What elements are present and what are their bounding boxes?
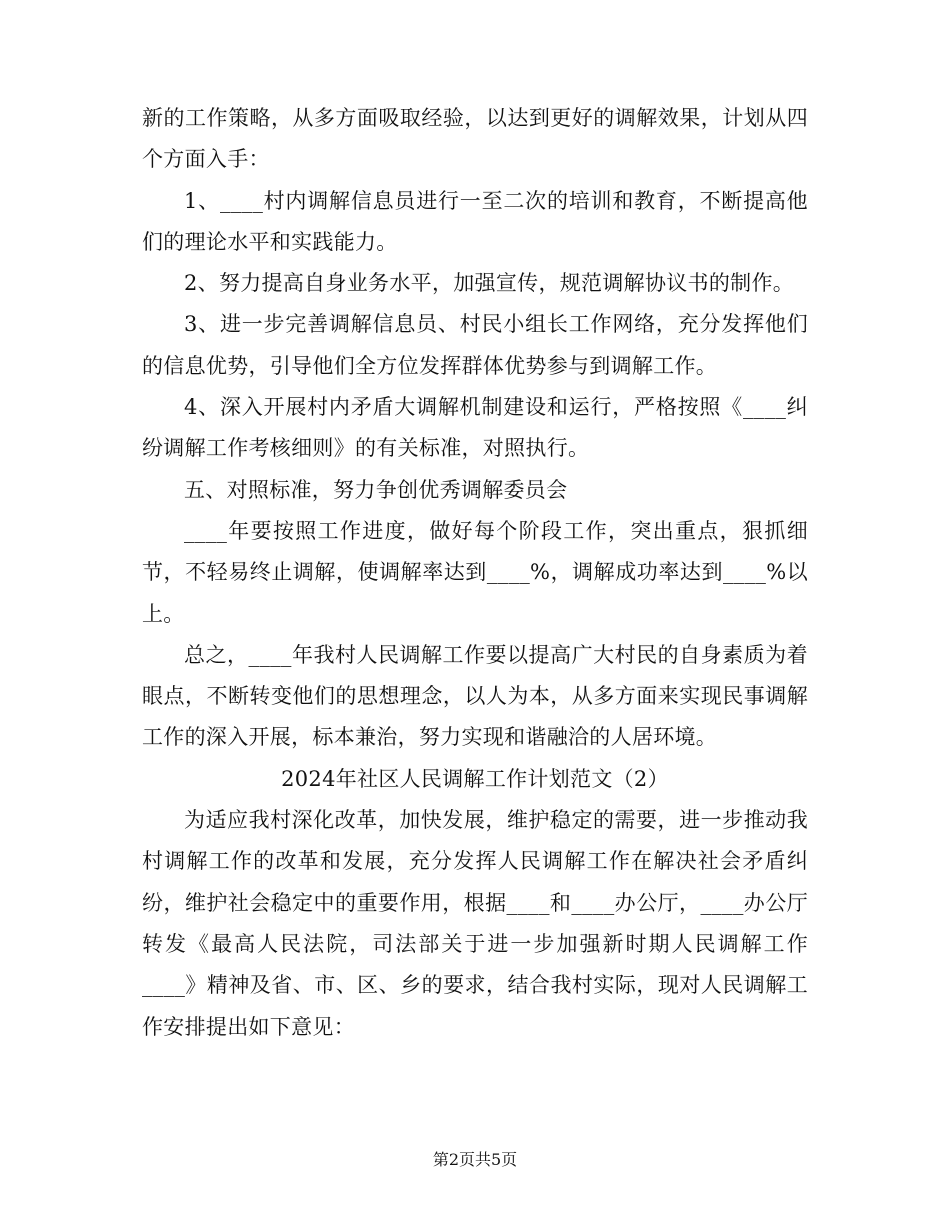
document-body [142,98,808,1048]
paragraph: 新的工作策略，从多方面吸取经验，以达到更好的调解效果，计划从四个方面入手： [142,106,808,172]
section-title: 2024年社区人民调解工作计划范文（2） [281,766,669,791]
paragraph: 2、努力提高自身业务水平，加强宣传，规范调解协议书的制作。 [184,271,795,296]
paragraph: ____年要按照工作进度，做好每个阶段工作，突出重点，狠抓细节，不轻易终止调解，使调解率达到____%，调解成功率达到____%以上。 [142,518,808,626]
paragraph: 3、进一步完善调解信息员、村民小组长工作网络，充分发挥他们的信息优势，引导他们全方位发挥群体优势参与到调解工作。 [142,312,808,378]
page-number-footer: 第2页共5页 [432,1150,518,1169]
paragraph: 1、____村内调解信息员进行一至二次的培训和教育，不断提高他们的理论水平和实践能力。 [142,188,808,254]
paragraph: 总之，____年我村人民调解工作要以提高广大村民的自身素质为着眼点，不断转变他们的思想理念，以人为本，从多方面来实现民事调解工作的深入开展，标本兼治，努力实现和谐融洽的人居环境。 [142,642,808,750]
paragraph: 五、对照标准，努力争创优秀调解委员会 [184,477,568,502]
paragraph: 为适应我村深化改革，加快发展，维护稳定的需要，进一步推动我村调解工作的改革和发展，充分发挥人民调解工作在解决社会矛盾纠纷，维护社会稳定中的重要作用，根据____和____办公厅，____办公厅转发《最高人民法院，司法部关于进一步加强新时期人民调解工作____》精神及省、市、区、乡的要求，结合我村实际，现对人民调解工作安排提出如下意见： [142,808,808,1039]
paragraph: 4、深入开展村内矛盾大调解机制建设和运行，严格按照《____纠纷调解工作考核细则》的有关标准，对照执行。 [142,395,808,461]
